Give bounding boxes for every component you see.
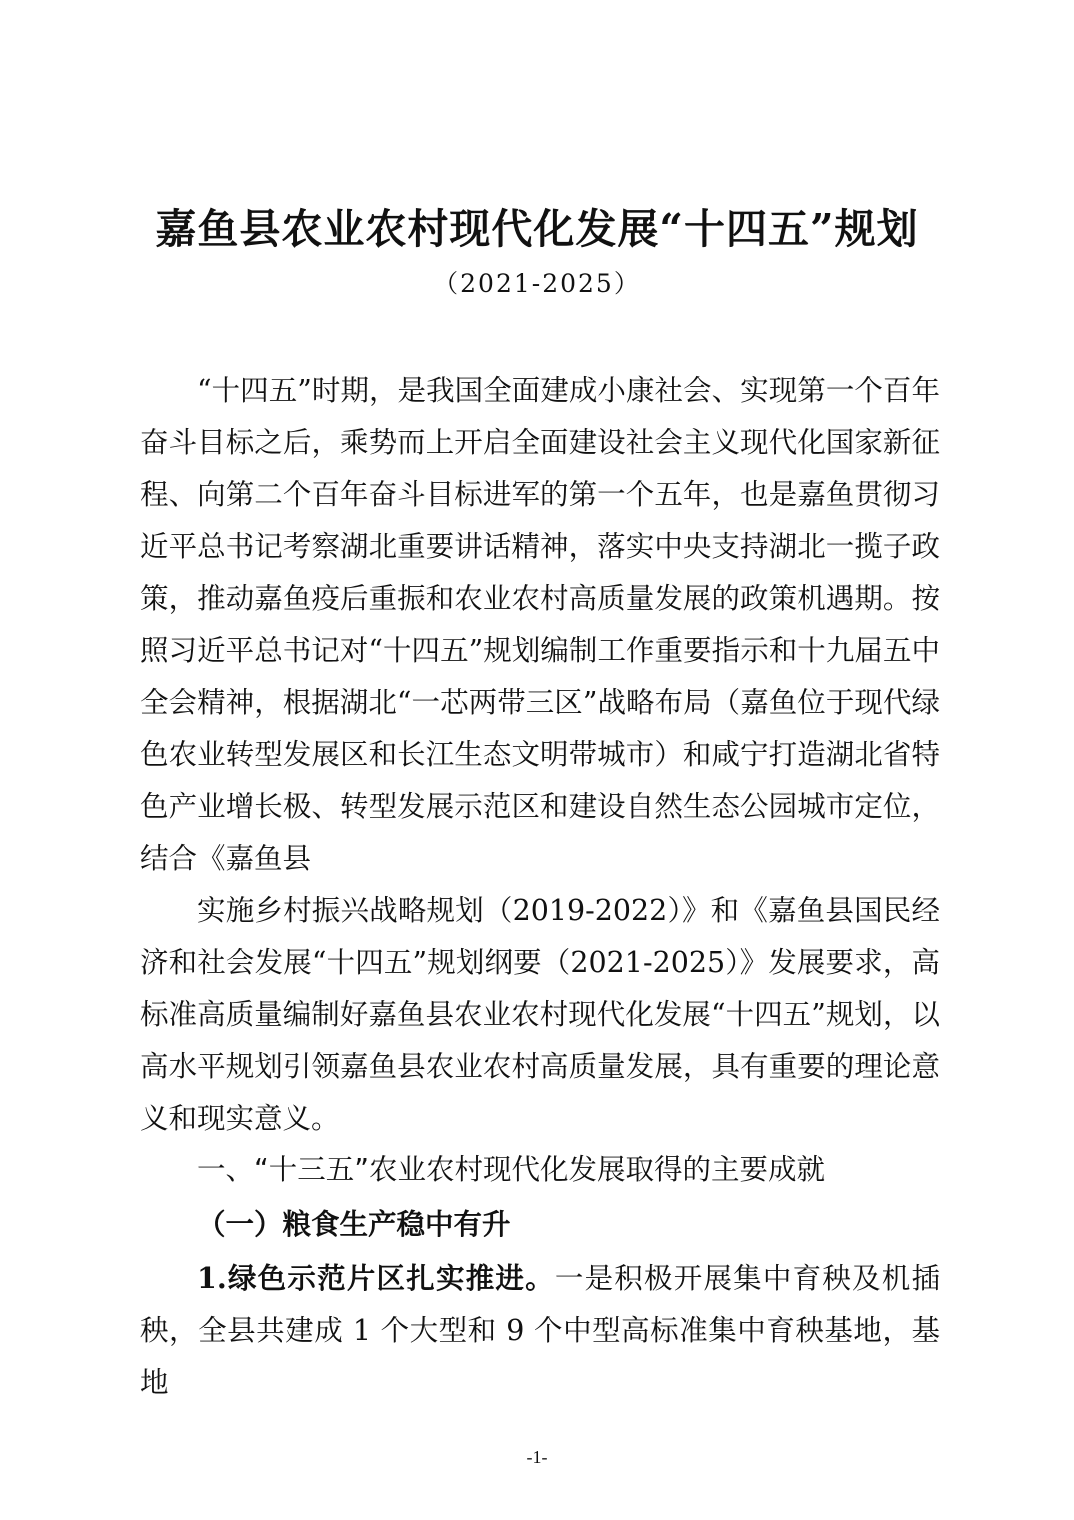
document-title: 嘉鱼县农业农村现代化发展“十四五”规划: [155, 205, 919, 253]
page-number: -1-: [526, 1447, 548, 1467]
paragraph-body-text: 一是积极开展集中育秧及机插秧，全县共建成 1 个大型和 9 个中型高标准集中育秧基地，基地: [140, 1262, 940, 1399]
intro-paragraph-block: [140, 365, 940, 885]
document-period: （2021-2025）: [433, 269, 641, 298]
section-heading: 一、“十三五”农业农村现代化发展取得的主要成就: [197, 1153, 826, 1186]
subsection-heading: （一）粮食生产稳中有升: [197, 1207, 511, 1241]
paragraph-lead-title: 1.绿色示范片区扎实推进。: [197, 1261, 555, 1295]
green-demo-paragraph: [140, 1252, 940, 1409]
green-demo-paragraph-block: [140, 1252, 940, 1409]
requirements-paragraph: 实施乡村振兴战略规划（2019-2022）》和《嘉鱼县国民经济和社会发展“十四五”规划纲要（2021-2025）》发展要求，高标准高质量编制好嘉鱼县农业农村现代化发展“十四五”规划，以高水平规划引领嘉鱼县农业农村高质量发展，具有重要的理论意义和现实意义。: [140, 894, 940, 1135]
intro-paragraph: “十四五”时期，是我国全面建成小康社会、实现第一个百年奋斗目标之后，乘势而上开启全面建设社会主义现代化国家新征程、向第二个百年奋斗目标进军的第一个五年，也是嘉鱼贯彻习近平总书记考察湖北重要讲话精神，落实中央支持湖北一揽子政策，推动嘉鱼疫后重振和农业农村高质量发展的政策机遇期。按照习近平总书记对“十四五”规划编制工作重要指示和十九届五中全会精神，根据湖北“一芯两带三区”战略布局（嘉鱼位于现代绿色农业转型发展区和长江生态文明带城市）和咸宁打造湖北省特色产业增长极、转型发展示范区和建设自然生态公园城市定位，结合《嘉鱼县: [140, 374, 940, 875]
requirements-paragraph-block: [140, 885, 940, 1145]
